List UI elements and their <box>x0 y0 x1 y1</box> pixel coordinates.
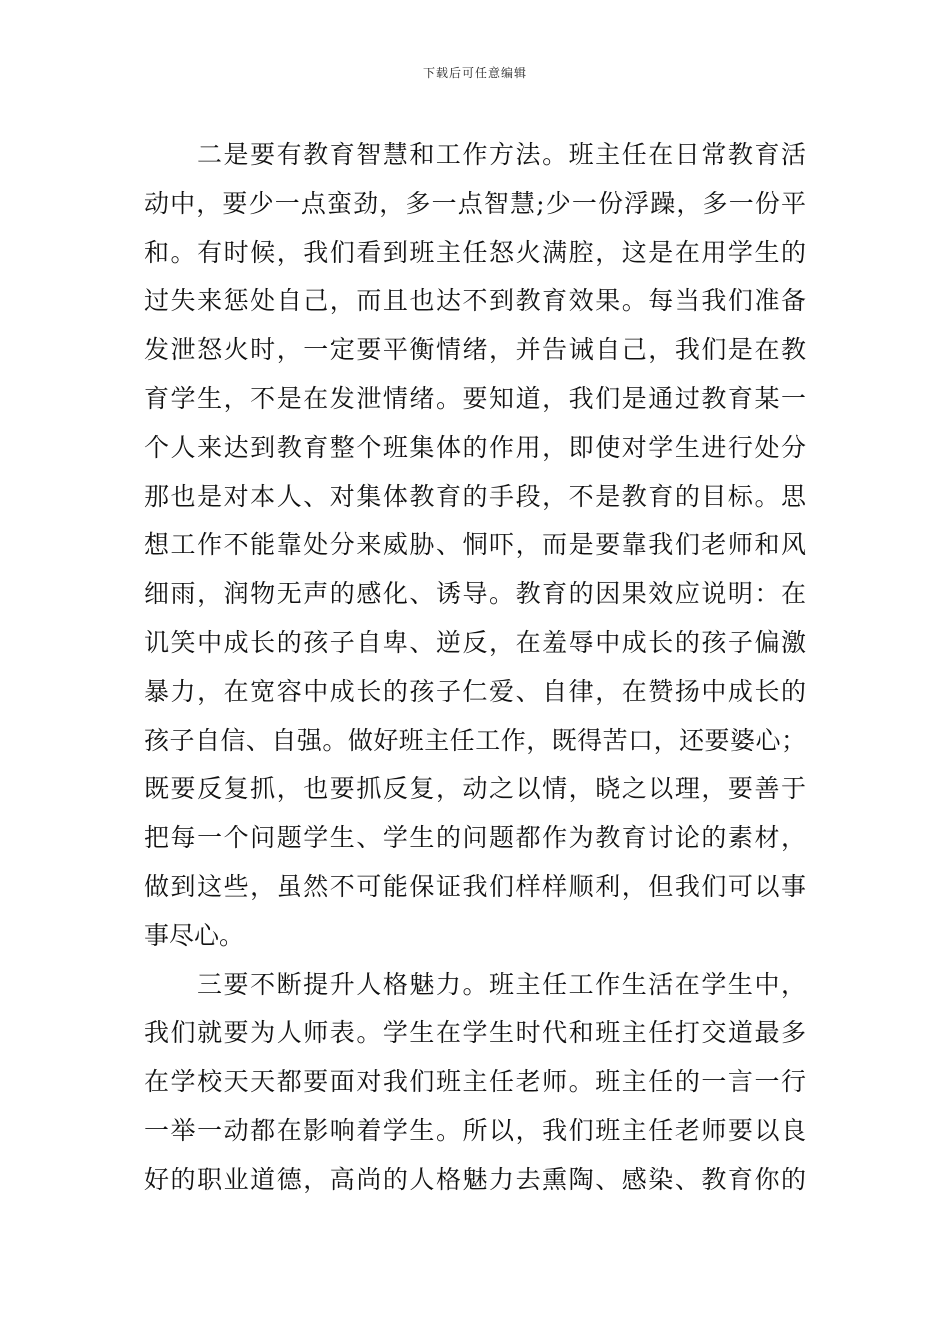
paragraph-personal-charm <box>144 961 806 1205</box>
text-line: 想工作不能靠处分来威胁、恫吓，而是要靠我们老师和风 <box>144 530 806 560</box>
text-line: 一举一动都在影响着学生。所以，我们班主任老师要以良 <box>144 1115 806 1145</box>
page-header: 下载后可任意编辑 <box>422 66 527 80</box>
text-line: 我们就要为人师表。学生在学生时代和班主任打交道最多 <box>144 1018 806 1048</box>
text-line: 育学生，不是在发泄情绪。要知道，我们是通过教育某一 <box>144 383 806 413</box>
text-line: 好的职业道德，高尚的人格魅力去熏陶、感染、教育你的 <box>144 1164 806 1194</box>
text-line: 三要不断提升人格魅力。班主任工作生活在学生中， <box>197 969 806 999</box>
body-text <box>144 131 806 1205</box>
paragraph-teaching-wisdom <box>144 131 806 961</box>
text-line: 孩子自信、自强。做好班主任工作，既得苦口，还要婆心； <box>144 725 806 755</box>
text-line: 过失来惩处自己，而且也达不到教育效果。每当我们准备 <box>144 286 806 316</box>
text-line: 和。有时候，我们看到班主任怒火满腔，这是在用学生的 <box>144 237 806 267</box>
text-line: 细雨，润物无声的感化、诱导。教育的因果效应说明：在 <box>144 579 806 609</box>
text-line: 事尽心。 <box>144 920 245 950</box>
text-line: 二是要有教育智慧和工作方法。班主任在日常教育活 <box>197 140 806 169</box>
text-line: 发泄怒火时，一定要平衡情绪，并告诫自己，我们是在教 <box>144 335 806 365</box>
text-line: 既要反复抓，也要抓反复，动之以情，晓之以理，要善于 <box>144 774 806 804</box>
text-line: 动中，要少一点蛮劲，多一点智慧;少一份浮躁，多一份平 <box>144 188 806 218</box>
text-line: 个人来达到教育整个班集体的作用，即使对学生进行处分 <box>144 432 806 462</box>
text-line: 讥笑中成长的孩子自卑、逆反，在羞辱中成长的孩子偏激 <box>144 627 806 657</box>
text-line: 那也是对本人、对集体教育的手段，不是教育的目标。思 <box>144 481 806 511</box>
text-line: 在学校天天都要面对我们班主任老师。班主任的一言一行 <box>144 1067 806 1097</box>
text-line: 暴力，在宽容中成长的孩子仁爱、自律，在赞扬中成长的 <box>144 676 806 706</box>
text-line: 把每一个问题学生、学生的问题都作为教育讨论的素材， <box>144 823 806 853</box>
text-line: 做到这些，虽然不可能保证我们样样顺利，但我们可以事 <box>144 871 806 901</box>
